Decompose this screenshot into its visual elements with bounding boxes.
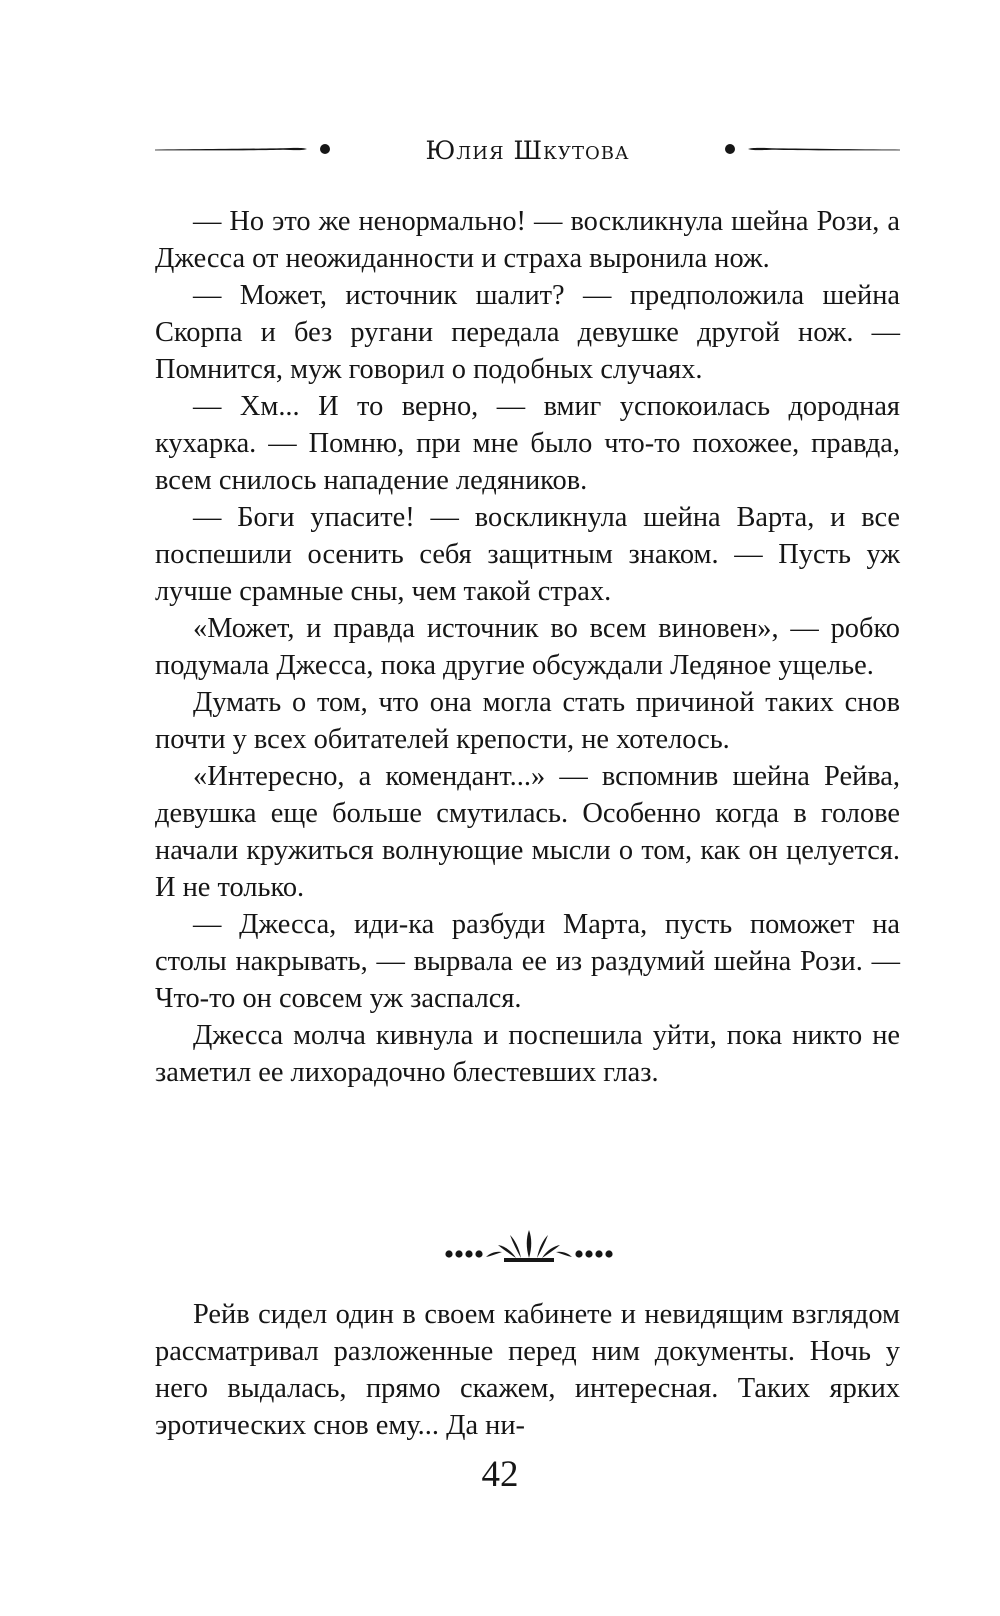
paragraph: — Может, источник шалит? — предположила шейна Скорпа и без ругани передала девушке другой нож. — Помнится, муж говорил о подобных случаях. — [155, 280, 900, 385]
paragraph: Джесса молча кивнула и поспешила уйти, пока никто не заметил ее лихорадочно блестевших глаз. — [155, 1020, 900, 1088]
section-divider-ornament-icon — [444, 1226, 614, 1276]
main-text — [155, 203, 900, 1091]
header-ornament-right-icon — [700, 136, 900, 166]
author-name: Юлия Шкутова — [425, 136, 630, 165]
section-text — [155, 1296, 900, 1444]
paragraph: — Боги упасите! — воскликнула шейна Варта, и все поспешили осенить себя защитным знаком. — Пусть уж лучше срамные сны, чем такой страх. — [155, 502, 900, 607]
page-number: 42 — [481, 1454, 519, 1495]
paragraph: «Может, и правда источник во всем виновен», — робко подумала Джесса, пока другие обсуждали Ледяное ущелье. — [155, 613, 900, 681]
running-header — [155, 136, 900, 166]
paragraph: — Джесса, иди-ка разбуди Марта, пусть поможет на столы накрывать, — вырвала ее из раздумий шейна Рози. — Что-то он совсем уж заспался. — [155, 909, 900, 1014]
paragraph: — Хм... И то верно, — вмиг успокоилась дородная кухарка. — Помню, при мне было что-то похожее, правда, всем снилось нападение ледяников. — [155, 391, 900, 496]
paragraph: — Но это же ненормально! — воскликнула шейна Рози, а Джесса от неожиданности и страха выронила нож. — [155, 206, 900, 274]
paragraph: «Интересно, а комендант...» — вспомнив шейна Рейва, девушка еще больше смутилась. Особенно когда в голове начали кружиться волнующие мысли о том, как он целуется. И не только. — [155, 761, 900, 903]
paragraph: Думать о том, что она могла стать причиной таких снов почти у всех обитателей крепости, не хотелось. — [155, 687, 900, 755]
paragraph: Рейв сидел один в своем кабинете и невидящим взглядом рассматривал разложенные перед ним документы. Ночь у него выдалась, прямо скажем, интересная. Таких ярких эротических снов ему... Да ни- — [155, 1299, 900, 1441]
